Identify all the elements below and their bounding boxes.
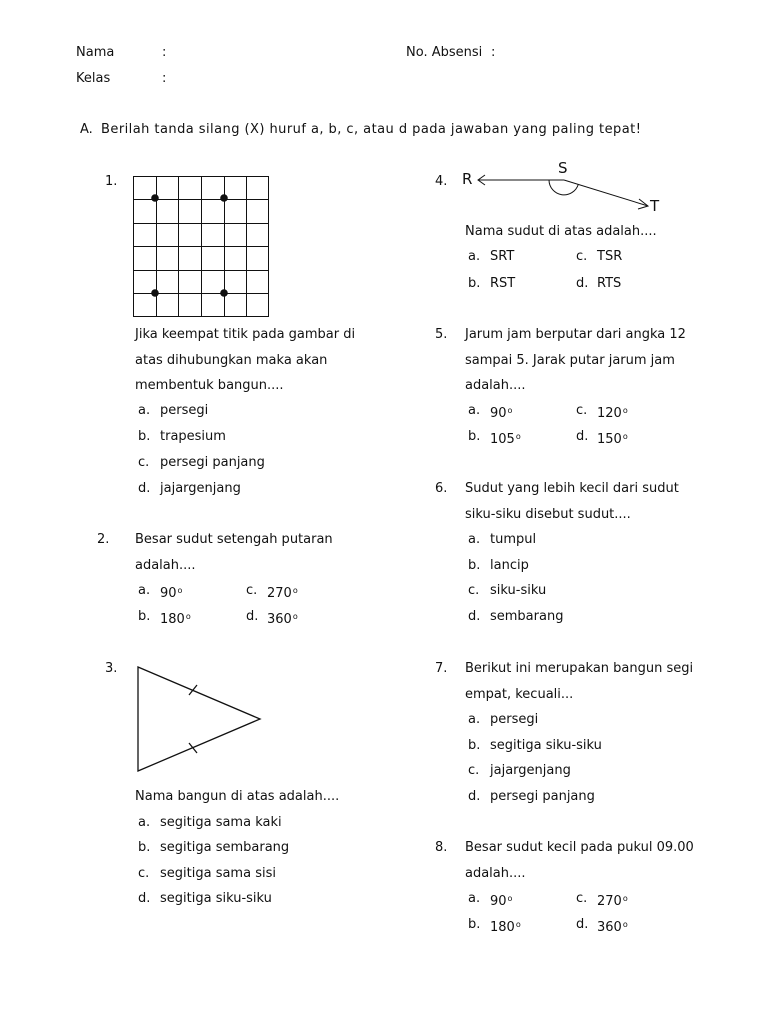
point-s-label: S <box>558 159 568 177</box>
q7-option-a-letter: a. <box>468 712 481 727</box>
q1-option-c-text: persegi panjang <box>160 455 265 470</box>
kelas-colon: : <box>162 71 167 86</box>
q6-option-b-text: lancip <box>490 558 529 573</box>
q6-stem-line: siku-siku disebut sudut.... <box>465 507 631 522</box>
q8-option-c-value: 270$^o$ <box>597 894 628 909</box>
q3-option-a-letter: a. <box>138 815 151 830</box>
degree-symbol: o <box>622 894 628 903</box>
q8-option-b-letter: b. <box>468 917 481 932</box>
q7-option-b-letter: b. <box>468 738 481 753</box>
q1-option-c-letter: c. <box>138 455 150 470</box>
degree-symbol: o <box>185 612 191 621</box>
q6-option-c-letter: c. <box>468 583 480 598</box>
q8-stem-line: Besar sudut kecil pada pukul 09.00 <box>465 840 694 855</box>
q1-stem-line: membentuk bangun.... <box>135 378 284 393</box>
q2-option-b-letter: b. <box>138 609 151 624</box>
q6-number: 6. <box>435 481 448 496</box>
q4-option-a-text: SRT <box>490 249 515 264</box>
q7-stem-line: Berikut ini merupakan bangun segi <box>465 661 694 676</box>
q1-option-a-text: persegi <box>160 403 209 418</box>
q1-option-b-letter: b. <box>138 429 151 444</box>
q5-stem-line: adalah.... <box>465 378 526 393</box>
nama-colon: : <box>162 45 167 60</box>
q1-option-d-text: jajargenjang <box>160 481 241 496</box>
q7-stem-line: empat, kecuali... <box>465 687 574 702</box>
q7-number: 7. <box>435 661 448 676</box>
q6-option-c-text: siku-siku <box>490 583 547 598</box>
q3-number: 3. <box>105 661 118 676</box>
q3-option-b-letter: b. <box>138 840 151 855</box>
q2-option-d-letter: d. <box>246 609 259 624</box>
degree-symbol: o <box>292 586 298 595</box>
q4-option-d-text: RTS <box>597 276 622 291</box>
point-r-label: R <box>462 170 473 188</box>
q2-option-d-value: 360$^o$ <box>267 612 298 627</box>
q5-option-d-letter: d. <box>576 429 589 444</box>
q7-option-b-text: segitiga siku-siku <box>490 738 602 753</box>
q3-option-b-text: segitiga sembarang <box>160 840 290 855</box>
q8-option-b-value: 180$^o$ <box>490 920 521 935</box>
kelas-label: Kelas <box>76 71 111 86</box>
q7-option-d-text: persegi panjang <box>490 789 595 804</box>
q6-option-a-letter: a. <box>468 532 481 547</box>
degree-symbol: o <box>622 920 628 929</box>
q4-option-a-letter: a. <box>468 249 481 264</box>
q4-option-c-text: TSR <box>597 249 623 264</box>
q3-option-d-text: segitiga siku-siku <box>160 891 272 906</box>
q4-option-c-letter: c. <box>576 249 588 264</box>
q5-option-d-value: 150$^o$ <box>597 432 628 447</box>
q4-option-b-text: RST <box>490 276 516 291</box>
q2-option-b-value: 180$^o$ <box>160 612 191 627</box>
q2-option-a-value: 90$^o$ <box>160 586 183 601</box>
degree-symbol: o <box>507 406 513 415</box>
q5-option-b-value: 105$^o$ <box>490 432 521 447</box>
absen-label: No. Absensi <box>406 45 483 60</box>
q8-stem-line: adalah.... <box>465 866 526 881</box>
q8-option-a-value: 90$^o$ <box>490 894 513 909</box>
q3-option-c-text: segitiga sama sisi <box>160 866 276 881</box>
q3-option-a-text: segitiga sama kaki <box>160 815 282 830</box>
q8-option-d-value: 360$^o$ <box>597 920 628 935</box>
q8-number: 8. <box>435 840 448 855</box>
q5-stem-line: Jarum jam berputar dari angka 12 <box>465 327 686 342</box>
degree-symbol: o <box>292 612 298 621</box>
q8-option-a-letter: a. <box>468 891 481 906</box>
q1-stem-line: Jika keempat titik pada gambar di <box>135 327 356 342</box>
section-letter: A. <box>80 122 93 137</box>
q4-option-b-letter: b. <box>468 276 481 291</box>
degree-symbol: o <box>507 894 513 903</box>
q2-option-c-letter: c. <box>246 583 258 598</box>
q3-option-c-letter: c. <box>138 866 150 881</box>
q8-option-c-letter: c. <box>576 891 588 906</box>
q7-option-a-text: persegi <box>490 712 539 727</box>
q5-option-c-letter: c. <box>576 403 588 418</box>
q6-option-d-letter: d. <box>468 609 481 624</box>
q2-option-a-letter: a. <box>138 583 151 598</box>
q7-option-c-letter: c. <box>468 763 480 778</box>
q1-option-b-text: trapesium <box>160 429 226 444</box>
q3-option-d-letter: d. <box>138 891 151 906</box>
q2-option-c-value: 270$^o$ <box>267 586 298 601</box>
q1-option-a-letter: a. <box>138 403 151 418</box>
q4-stem-line: Nama sudut di atas adalah.... <box>465 224 657 239</box>
q4-number: 4. <box>435 174 448 189</box>
degree-symbol: o <box>622 432 628 441</box>
q6-stem-line: Sudut yang lebih kecil dari sudut <box>465 481 679 496</box>
q7-option-d-letter: d. <box>468 789 481 804</box>
q2-stem-line: adalah.... <box>135 558 196 573</box>
q5-option-b-letter: b. <box>468 429 481 444</box>
q6-option-d-text: sembarang <box>490 609 564 624</box>
q6-option-b-letter: b. <box>468 558 481 573</box>
q6-option-a-text: tumpul <box>490 532 537 547</box>
q3-stem-line: Nama bangun di atas adalah.... <box>135 789 340 804</box>
q2-number: 2. <box>97 532 110 547</box>
nama-label: Nama <box>76 45 115 60</box>
q5-option-a-value: 90$^o$ <box>490 406 513 421</box>
section-instruction: Berilah tanda silang (X) huruf a, b, c, atau d pada jawaban yang paling tepat! <box>101 122 642 137</box>
isosceles-triangle-figure <box>130 662 268 776</box>
q2-stem-line: Besar sudut setengah putaran <box>135 532 333 547</box>
q1-number: 1. <box>105 174 118 189</box>
q7-option-c-text: jajargenjang <box>490 763 571 778</box>
dot-grid-figure <box>131 174 271 320</box>
degree-symbol: o <box>177 586 183 595</box>
q1-option-d-letter: d. <box>138 481 151 496</box>
q5-option-c-value: 120$^o$ <box>597 406 628 421</box>
absen-colon: : <box>491 45 496 60</box>
q4-option-d-letter: d. <box>576 276 589 291</box>
degree-symbol: o <box>515 432 521 441</box>
q5-stem-line: sampai 5. Jarak putar jarum jam <box>465 353 675 368</box>
q1-stem-line: atas dihubungkan maka akan <box>135 353 328 368</box>
q5-number: 5. <box>435 327 448 342</box>
q5-option-a-letter: a. <box>468 403 481 418</box>
point-t-label: T <box>650 197 660 215</box>
degree-symbol: o <box>622 406 628 415</box>
q8-option-d-letter: d. <box>576 917 589 932</box>
degree-symbol: o <box>515 920 521 929</box>
